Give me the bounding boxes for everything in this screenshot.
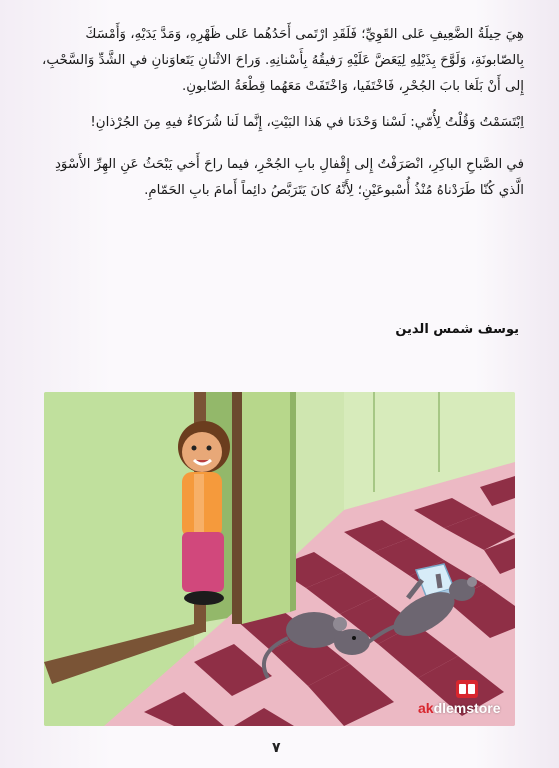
story-paragraph-1: هِيَ حِيلَةُ الضَّعِيفِ عَلى القَوِيِّ؛ فَلَقَدِ ارْتَمى أَحَدُهُما عَلى ظَهْرِهِ، وَمَدَّ يَدَيْهِ، وَأَمْسَكَ بِالصّابونَةِ، وَلَوَّحَ بِذَيْلِهِ لِيَعَضَّ عَلَيْهِ رَفيقُهُ بِأَسْنانِهِ. وَراحَ الاثْنانِ يَتَعاوَنانِ في الشَّدِّ وَالسَّحْبِ، إِلى أَنْ بَلَغا بابَ الجُحْرِ، فَاخْتَفَيا، وَاخْتَفَتْ مَعَهُما قِطْعَةُ الصّابونِ. <box>42 27 524 94</box>
book-logo-icon <box>456 680 478 698</box>
publisher-logo <box>418 680 518 720</box>
story-text <box>34 22 524 204</box>
author-name: يوسف شمس الدين <box>395 322 519 337</box>
story-illustration <box>44 392 515 726</box>
story-paragraph-3: في الصَّباحِ الباكِرِ، انْصَرَفْتُ إِلى إِقْفالِ بابِ الجُحْرِ، فيما راحَ أَخي يَبْحَثُ عَنِ الهِرِّ الأَسْوَدِ الَّذي كُنّا طَرَدْناهُ مُنْذُ أُسْبوعَيْنِ؛ لِأَنَّهُ كانَ يَتَرَبَّصُ دائِماً أَمامَ بابِ الحَمّامِ. <box>54 157 524 198</box>
page-number: ٧ <box>272 740 281 756</box>
publisher-logo-text: akdlemstore <box>418 700 501 716</box>
story-paragraph-2: اِبْتَسَمْتُ وَقُلْتُ لِأُمّي: لَسْنا وَحْدَنا في هَذا البَيْتِ، إِنَّما لَنا شُرَكاءُ فيهِ مِنَ الجُرْذانِ! <box>90 115 524 130</box>
